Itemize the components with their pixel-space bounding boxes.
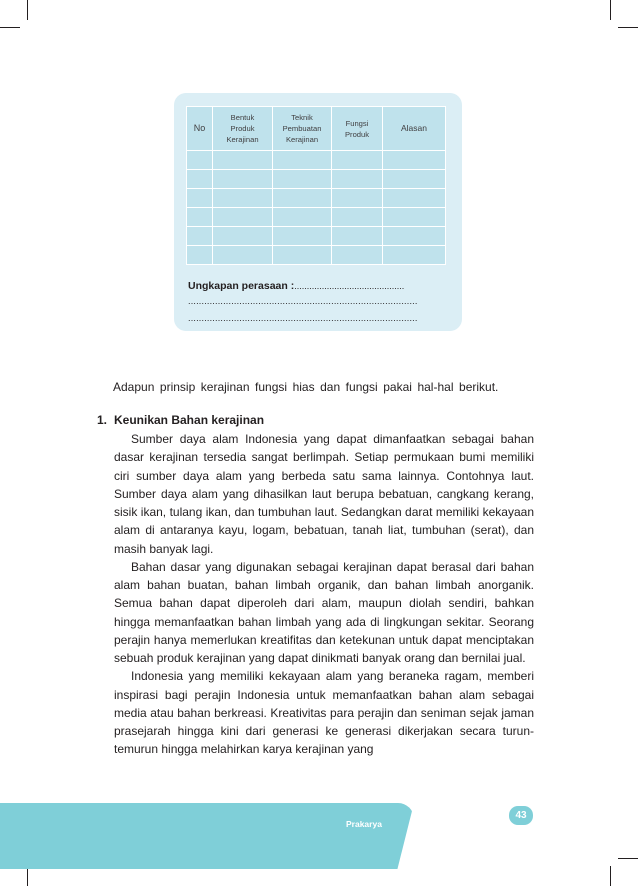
table-cell	[332, 227, 383, 246]
footer-band	[0, 803, 414, 869]
table-cell	[332, 208, 383, 227]
table-cell	[332, 151, 383, 170]
table-cell	[213, 170, 273, 189]
table-cell	[187, 151, 213, 170]
table-cell	[383, 189, 446, 208]
header-text: Kerajinan	[285, 135, 319, 144]
crop-mark	[610, 866, 611, 886]
crop-mark	[27, 0, 28, 20]
table-header-row	[187, 107, 446, 151]
table-row	[187, 151, 446, 170]
table-cell	[383, 170, 446, 189]
table-body	[187, 151, 446, 265]
header-text: No	[193, 122, 206, 133]
table-cell	[332, 189, 383, 208]
section-body	[114, 430, 534, 759]
header-text: Fungsi	[345, 118, 369, 128]
section-number: 1.	[97, 413, 108, 427]
header-text: Pembuatan	[282, 124, 322, 133]
crop-mark	[0, 27, 20, 28]
table-cell	[187, 246, 213, 265]
header-teknik-pembuatan	[273, 107, 332, 151]
table-cell	[273, 246, 332, 265]
table-cell	[383, 246, 446, 265]
header-text: Teknik	[291, 113, 313, 122]
table-row	[187, 189, 446, 208]
paragraph: Indonesia yang memiliki kekayaan alam yang beraneka ragam, memberi inspirasi bagi perajin Indonesia untuk memanfaatkan bahan alam sebagai media atau bahan berkreasi. Kreativitas para perajin dan seniman sejak jaman prasejarah hingga kini dari generasi ke generasi dikerjakan secara turun-temurun hingga melahirkan karya kerajinan yang	[114, 669, 534, 757]
header-bentuk-produk	[213, 107, 273, 151]
paragraph: Sumber daya alam Indonesia yang dapat dimanfaatkan sebagai bahan dasar kerajinan tersedia sangat berlimpah. Setiap permukaan bumi memiliki ciri sumber daya alam yang berbeda satu sama lainnya. Contohnya laut. Sumber daya alam yang dihasilkan laut berupa bebatuan, cangkang kerang, sisik ikan, tulang ikan, dan tumbuhan laut. Sedangkan darat memiliki kekayaan alam di antaranya kayu, logam, bebatuan, tanah liat, tumbuhan (serat), dan masih banyak lagi.	[114, 432, 534, 556]
table-row	[187, 246, 446, 265]
table-cell	[187, 189, 213, 208]
feelings-line: .....................................................................................	[188, 296, 418, 306]
header-alasan	[383, 107, 446, 151]
table-cell	[213, 227, 273, 246]
table-cell	[273, 227, 332, 246]
paragraph: Bahan dasar yang digunakan sebagai kerajinan dapat berasal dari bahan alam bahan buatan, bahan limbah organik, dan bahan limbah anorganik. Semua bahan dapat diperoleh dari alam, maupun diolah sendiri, bahkan hingga memanfaatkan bahan limbah yang ada di lingkungan sekitar. Seorang perajin hanya memerlukan kreatifitas dan ketekunan untuk dapat menciptakan sebuah produk kerajinan yang dapat dinikmati banyak orang dan bernilai jual.	[114, 559, 534, 665]
table-cell	[187, 170, 213, 189]
header-text: Produk	[344, 129, 370, 139]
table-cell	[273, 208, 332, 227]
section-title: Keunikan Bahan kerajinan	[114, 413, 265, 427]
table-cell	[273, 189, 332, 208]
table-row	[187, 170, 446, 189]
header-text: Kerajinan	[226, 135, 259, 144]
feelings-prompt	[188, 280, 404, 292]
worksheet-table	[186, 106, 446, 265]
header-text: Alasan	[401, 123, 427, 134]
table-cell	[187, 208, 213, 227]
crop-mark	[618, 858, 638, 859]
table-cell	[213, 189, 273, 208]
header-no	[187, 107, 213, 151]
feelings-label: Ungkapan perasaan :	[188, 280, 295, 292]
table-cell	[383, 151, 446, 170]
table-cell	[332, 246, 383, 265]
table-cell	[332, 170, 383, 189]
intro-text: Adapun prinsip kerajinan fungsi hias dan fungsi pakai hal-hal berikut.	[113, 380, 499, 394]
feelings-line: .....................................................................................	[188, 313, 418, 323]
table-cell	[273, 170, 332, 189]
table-cell	[213, 246, 273, 265]
footer-subject: Prakarya	[346, 819, 382, 829]
table-cell	[187, 227, 213, 246]
feelings-dots: ............................................	[294, 281, 405, 291]
table-cell	[383, 227, 446, 246]
table-cell	[273, 151, 332, 170]
crop-mark	[618, 27, 638, 28]
table-row	[187, 208, 446, 227]
crop-mark	[27, 866, 28, 886]
header-text: Produk	[230, 124, 255, 133]
header-text: Bentuk	[230, 113, 255, 122]
section-heading	[97, 413, 264, 427]
table-cell	[213, 151, 273, 170]
header-fungsi-produk	[332, 107, 383, 151]
table-row	[187, 227, 446, 246]
table-cell	[383, 208, 446, 227]
page-number: 43	[509, 806, 533, 825]
crop-mark	[610, 0, 611, 20]
table-cell	[213, 208, 273, 227]
